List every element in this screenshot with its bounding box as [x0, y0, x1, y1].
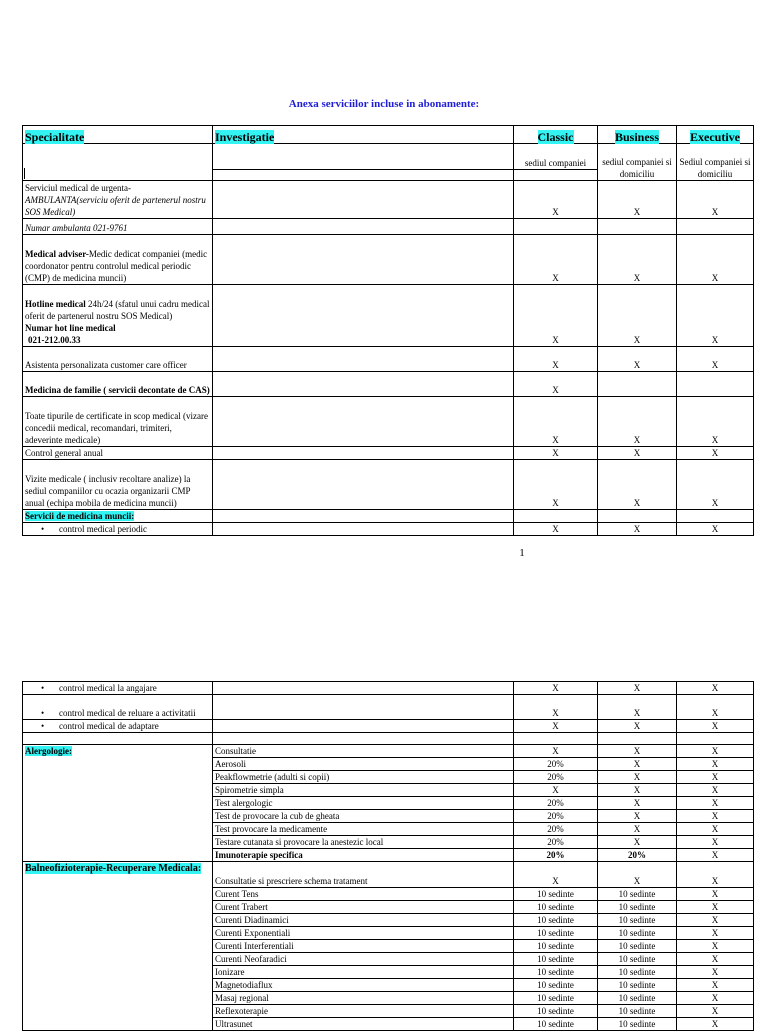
plan-cell: 20%: [514, 797, 598, 810]
row-control-adaptare: • control medical de adaptare: [23, 720, 213, 733]
plan-cell: X: [514, 745, 598, 758]
plan-cell: X: [598, 285, 677, 347]
annex-title: Anexa serviciilor incluse in abonamente:: [288, 98, 480, 110]
plan-cell: 20%: [514, 758, 598, 771]
plan-cell: X: [514, 397, 598, 447]
plan-cell: X: [677, 862, 754, 888]
balneo-investigation: Curenti Interferentiali: [213, 940, 514, 953]
plan-cell: 10 sedinte: [514, 992, 598, 1005]
plan-cell: X: [514, 862, 598, 888]
balneo-investigation: Curent Trabert: [213, 901, 514, 914]
plan-cell: X: [677, 927, 754, 940]
plan-cell: X: [598, 235, 677, 285]
balneo-investigation: Magnetodiaflux: [213, 979, 514, 992]
plan-cell: X: [598, 523, 677, 536]
plan-cell: X: [677, 682, 754, 695]
plan-cell: X: [598, 181, 677, 219]
plan-cell: 20%: [514, 771, 598, 784]
plan-cell: X: [598, 862, 677, 888]
plan-cell: 10 sedinte: [514, 953, 598, 966]
section-alergologie: Alergologie:: [25, 746, 72, 756]
plan-cell: 10 sedinte: [598, 992, 677, 1005]
plan-cell: X: [677, 836, 754, 849]
plan-cell: 10 sedinte: [598, 1005, 677, 1018]
row-control-reluare: • control medical de reluare a activitatii: [23, 695, 213, 720]
alergo-investigation: Testare cutanata si provocare la anestezic local: [213, 836, 514, 849]
header-classic: Classic: [537, 130, 574, 144]
row-customer-care: Asistenta personalizata customer care officer: [23, 347, 213, 372]
alergo-investigation: Imunoterapie specifica: [213, 849, 514, 862]
plan-cell: X: [677, 397, 754, 447]
row-medicina-muncii: Servicii de medicina muncii:: [23, 510, 213, 523]
plan-cell: X: [514, 682, 598, 695]
plan-cell: X: [598, 447, 677, 460]
plan-cell: X: [677, 784, 754, 797]
plan-cell: 10 sedinte: [598, 940, 677, 953]
subheader-executive: Sediul companiei si domiciliu: [677, 144, 754, 181]
plan-cell: X: [514, 347, 598, 372]
plan-cell: 10 sedinte: [598, 927, 677, 940]
plan-cell: X: [514, 235, 598, 285]
plan-cell: 10 sedinte: [514, 901, 598, 914]
plan-cell: 10 sedinte: [514, 940, 598, 953]
row-medical-adviser: Medical adviser-Medic dedicat companiei (medic coordonator pentru controlul medical periodic (CMP) de medicina muncii): [23, 235, 213, 285]
plan-cell: X: [677, 235, 754, 285]
plan-cell: X: [598, 460, 677, 510]
row-hotline: Hotline medical 24h/24 (sfatul unui cadru medical oferit de partenerul nostru SOS Medical) Numar hot line medical 021-212.00.33: [23, 285, 213, 347]
plan-cell: X: [677, 523, 754, 536]
plan-cell: X: [677, 966, 754, 979]
plan-cell: 10 sedinte: [514, 927, 598, 940]
plan-cell: X: [677, 758, 754, 771]
plan-cell: X: [677, 953, 754, 966]
plan-cell: 10 sedinte: [598, 979, 677, 992]
plan-cell: X: [514, 460, 598, 510]
plan-cell: X: [677, 810, 754, 823]
plan-cell: 10 sedinte: [514, 979, 598, 992]
plan-cell: 20%: [514, 849, 598, 862]
plan-cell: X: [677, 460, 754, 510]
plan-cell: X: [677, 888, 754, 901]
balneo-investigation: Consultatie si prescriere schema tratament: [213, 862, 514, 888]
plan-cell: 20%: [514, 810, 598, 823]
plan-cell: X: [514, 720, 598, 733]
plan-cell: X: [598, 682, 677, 695]
plan-cell: X: [598, 810, 677, 823]
plan-cell: 10 sedinte: [598, 966, 677, 979]
plan-cell: X: [598, 695, 677, 720]
plan-cell: X: [677, 745, 754, 758]
plan-cell: 20%: [514, 836, 598, 849]
alergo-investigation: Consultatie: [213, 745, 514, 758]
plan-cell: X: [514, 372, 598, 397]
plan-cell: X: [677, 914, 754, 927]
plan-cell: X: [677, 695, 754, 720]
plan-cell: X: [598, 745, 677, 758]
plan-cell: X: [677, 979, 754, 992]
plan-cell: 10 sedinte: [598, 888, 677, 901]
balneo-investigation: Curent Tens: [213, 888, 514, 901]
services-table-page1: [22, 125, 754, 536]
plan-cell: 10 sedinte: [514, 1005, 598, 1018]
subheader-classic: sediul companiei: [514, 144, 598, 170]
alergo-investigation: Spirometrie simpla: [213, 784, 514, 797]
plan-cell: X: [677, 447, 754, 460]
plan-cell: 10 sedinte: [598, 901, 677, 914]
plan-cell: X: [677, 771, 754, 784]
plan-cell: 10 sedinte: [598, 914, 677, 927]
plan-cell: X: [514, 695, 598, 720]
balneo-investigation: Curenti Diadinamici: [213, 914, 514, 927]
plan-cell: X: [677, 992, 754, 1005]
row-medicina-familie: Medicina de familie ( servicii decontate de CAS): [23, 372, 213, 397]
row-control-anual: Control general anual: [23, 447, 213, 460]
row-certificate: Toate tipurile de certificate in scop medical (vizare concedii medical, recomandari, trimiteri, adeverinte medicale): [23, 397, 213, 447]
plan-cell: 10 sedinte: [514, 1018, 598, 1031]
row-control-angajare: • control medical la angajare: [23, 682, 213, 695]
plan-cell: X: [598, 720, 677, 733]
header-specialitate: Specialitate: [25, 130, 85, 144]
plan-cell: X: [677, 720, 754, 733]
plan-cell: X: [598, 397, 677, 447]
alergo-investigation: Test provocare la medicamente: [213, 823, 514, 836]
plan-cell: X: [514, 523, 598, 536]
plan-cell: 10 sedinte: [514, 914, 598, 927]
plan-cell: X: [677, 849, 754, 862]
alergo-investigation: Peakflowmetrie (adulti si copii): [213, 771, 514, 784]
alergo-investigation: Test alergologic: [213, 797, 514, 810]
plan-cell: X: [598, 347, 677, 372]
alergo-investigation: Test de provocare la cub de gheata: [213, 810, 514, 823]
balneo-investigation: Curenti Neofaradici: [213, 953, 514, 966]
plan-cell: X: [598, 823, 677, 836]
services-table-page2: [22, 681, 754, 1031]
plan-cell: 10 sedinte: [598, 1018, 677, 1031]
plan-cell: X: [677, 901, 754, 914]
plan-cell: X: [598, 771, 677, 784]
balneo-investigation: Masaj regional: [213, 992, 514, 1005]
plan-cell: X: [677, 347, 754, 372]
header-investigatie: Investigatie: [215, 130, 275, 144]
plan-cell: X: [677, 823, 754, 836]
plan-cell: X: [677, 285, 754, 347]
text-cursor: [24, 168, 25, 179]
plan-cell: X: [514, 447, 598, 460]
subheader-business: sediul companiei si domiciliu: [598, 144, 677, 181]
balneo-investigation: Ionizare: [213, 966, 514, 979]
row-vizite-medicale: Vizite medicale ( inclusiv recoltare analize) la sediul companiilor cu ocazia organizarii CMP anual (echipa mobila de medicina muncii): [23, 460, 213, 510]
plan-cell: X: [598, 784, 677, 797]
plan-cell: X: [677, 940, 754, 953]
header-business: Business: [614, 130, 660, 144]
page-number: 1: [519, 547, 525, 559]
plan-cell: 10 sedinte: [514, 966, 598, 979]
alergo-investigation: Aerosoli: [213, 758, 514, 771]
balneo-investigation: Curenti Exponentiali: [213, 927, 514, 940]
plan-cell: X: [514, 285, 598, 347]
plan-cell: X: [677, 797, 754, 810]
plan-cell: 10 sedinte: [514, 888, 598, 901]
plan-cell: X: [677, 181, 754, 219]
ambulance-number: Numar ambulanta 021-9761: [23, 219, 213, 235]
plan-cell: 20%: [598, 849, 677, 862]
plan-cell: X: [677, 1005, 754, 1018]
plan-cell: X: [514, 181, 598, 219]
plan-cell: X: [598, 797, 677, 810]
section-balneo: Balneofizioterapie-Recuperare Medicala:: [25, 863, 202, 874]
plan-cell: 20%: [514, 823, 598, 836]
plan-cell: X: [598, 836, 677, 849]
header-executive: Executive: [690, 130, 740, 144]
row-ambulanta: Serviciul medical de urgenta- AMBULANTA(serviciu oferit de partenerul nostru SOS Medical): [23, 181, 213, 219]
plan-cell: X: [677, 1018, 754, 1031]
plan-cell: 10 sedinte: [598, 953, 677, 966]
balneo-investigation: Reflexoterapie: [213, 1005, 514, 1018]
plan-cell: X: [598, 758, 677, 771]
balneo-investigation: Ultrasunet: [213, 1018, 514, 1031]
plan-cell: X: [514, 784, 598, 797]
row-control-periodic: • control medical periodic: [23, 523, 213, 536]
